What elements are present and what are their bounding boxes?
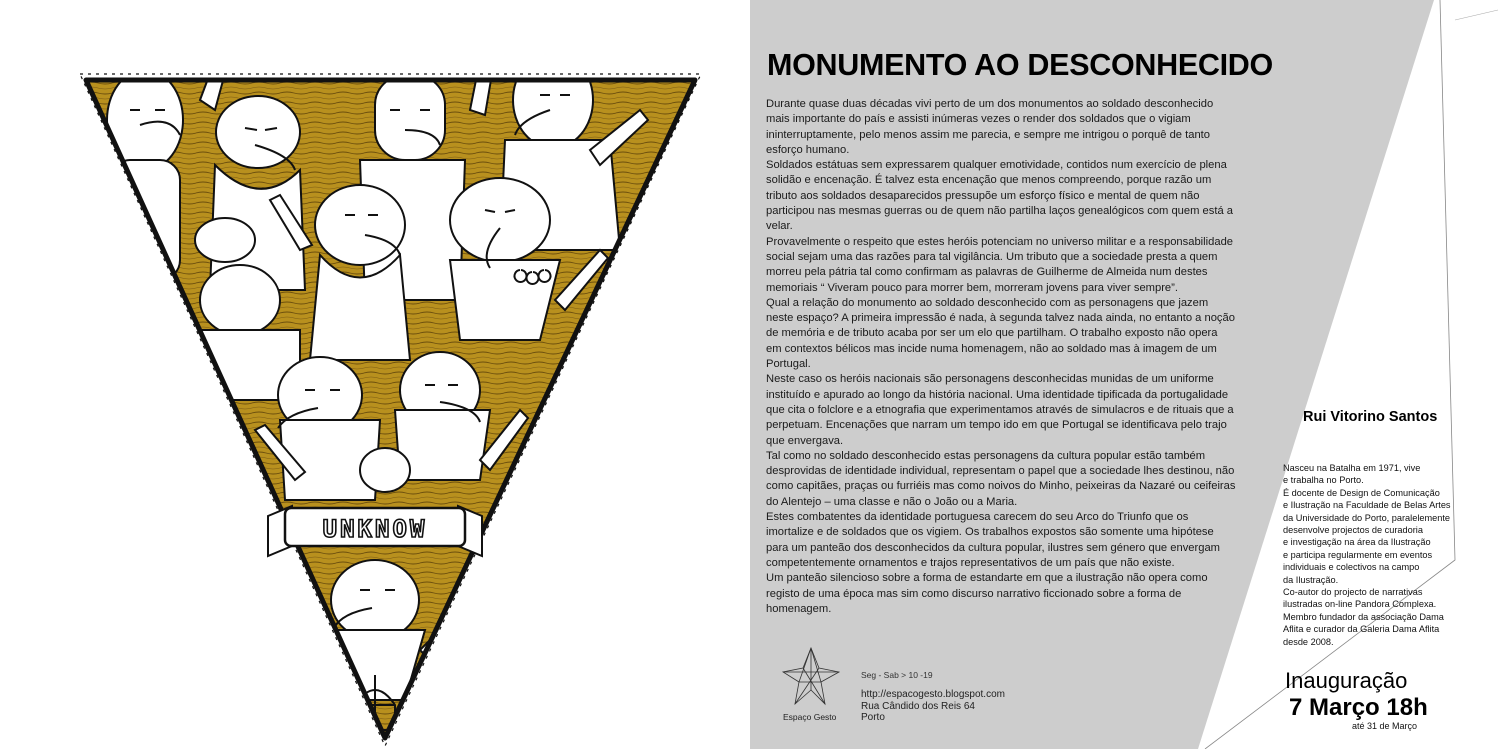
paragraph: Qual a relação do monumento ao soldado desconhecido com as personagens que jazem neste espaço? A primeira impressão é nada, à segunda talvez nada ainda, no entanto a noção de memória e de tributo acaba por ser um elo que partilham. O trabalho exposto não opera em contextos bélicos mas incide numa homenagem, não ao soldado mas à imagem de um Portugal. bbox=[766, 296, 1235, 371]
venue-website-link[interactable]: http://espacogesto.blogspot.com bbox=[861, 689, 1005, 700]
artwork-page bbox=[0, 0, 750, 749]
bio-line: ilustradas on-line Pandora Complexa. bbox=[1283, 599, 1437, 610]
espaco-gesto-logo-icon bbox=[781, 646, 841, 706]
bio-line: É docente de Design de Comunicação bbox=[1283, 487, 1440, 498]
bio-line: desde 2008. bbox=[1283, 636, 1334, 647]
inauguration-label: Inauguração bbox=[1285, 668, 1408, 693]
text-page bbox=[750, 0, 1500, 749]
banner-text: UNKNOW bbox=[322, 515, 428, 543]
bio-line: e Ilustração na Faculdade de Belas Artes bbox=[1283, 500, 1451, 511]
venue-name: Espaço Gesto bbox=[783, 712, 837, 722]
pennant-illustration bbox=[0, 0, 750, 749]
bio-line: Membro fundador da associação Dama bbox=[1283, 611, 1444, 622]
paragraph: Neste caso os heróis nacionais são personagens desconhecidas munidas de um uniforme instituído e apurado ao longo da história nacional. Uma identidade tipificada da portugalidade que cita o folclore e a etnografia que experimentamos através de simulacros e de rituais que a perpetuam. Encenações que narram um tempo ido em que Portugal se identificava pelo trajo que envergava. bbox=[766, 373, 1234, 447]
article-title: MONUMENTO AO DESCONHECIDO bbox=[767, 48, 1273, 82]
venue-contact bbox=[861, 689, 1005, 724]
author-name: Rui Vitorino Santos bbox=[1303, 409, 1438, 425]
paragraph: Estes combatentes da identidade portuguesa carecem do seu Arco do Triunfo que os imortalize e de soldados que os vigiem. Os trabalhos expostos são somente uma hipótese para um panteão dos desconhecidos da cultura popular, ilustres sem género que envergam competentemente ornamentos e trajos representativos de um país que não existe. bbox=[766, 511, 1220, 569]
bio-line: Aflita e curador da Galeria Dama Aflita bbox=[1283, 624, 1440, 635]
bio-line: Nasceu na Batalha em 1971, vive bbox=[1283, 463, 1421, 473]
author-bio bbox=[1283, 462, 1483, 648]
venue-city: Porto bbox=[861, 712, 885, 724]
bio-line: individuais e colectivos na campo bbox=[1283, 562, 1420, 573]
paragraph: Provavelmente o respeito que estes heróis potenciam no universo militar e a responsabilidade social sejam uma das razões para tal vigilância. Um tributo que a sociedade presta a quem morreu pela pátria tal como confirmam as palavras de Guilherme de Almeida num destes memoriais “ Viveram pouco para morrer bem, morreram jovens para viver sempre”. bbox=[766, 235, 1234, 294]
bio-line: e trabalha no Porto. bbox=[1283, 475, 1364, 486]
exhibition-end-date: até 31 de Março bbox=[1352, 721, 1418, 731]
opening-hours: Seg - Sab > 10 -19 bbox=[861, 670, 933, 680]
fold-line-top bbox=[1455, 10, 1498, 20]
paragraph: Tal como no soldado desconhecido estas personagens da cultura popular estão também desprovidas de identidade individual, representam o papel que a sociedade lhes destinou, não como capitães, praças ou furriéis mas como noivos do Minho, peixeiras da Nazaré ou ceifeiras do Alentejo – uma classe e não o João ou a Maria. bbox=[766, 449, 1236, 508]
paragraph: Durante quase duas décadas vivi perto de um dos monumentos ao soldado desconhecido mais importante do país e assisti inúmeras vezes o render dos soldados que o vigiam ininterruptamente, pelo menos assim me parecia, e sempre me intrigou o porquê de tanto esforço humano. bbox=[766, 98, 1214, 156]
venue-address: Rua Cândido dos Reis 64 bbox=[861, 700, 975, 712]
bio-line: e investigação na área da Ilustração bbox=[1283, 537, 1431, 548]
bio-line: da Ilustração. bbox=[1283, 574, 1339, 585]
paragraph: Soldados estátuas sem expressarem qualquer emotividade, contidos num exercício de plena solidão e encenação. É talvez esta encenação que menos compreendo, porque razão um tributo aos soldados desaparecidos pressupõe um esforço físico e mental de quem não participou nas mesmas guerras ou de quem não partilha laços genealógicos com quem está a velar. bbox=[766, 159, 1234, 233]
bio-line: desenvolve projectos de curadoria bbox=[1283, 525, 1423, 536]
paragraph: Um panteão silencioso sobre a forma de estandarte em que a ilustração não opera como registo de uma época mas sim como discurso narrativo ficcionado sobre a forma de homenagem. bbox=[766, 572, 1208, 615]
bio-line: Co-autor do projecto de narrativas bbox=[1283, 587, 1423, 598]
bio-line: da Universidade do Porto, paralelemente bbox=[1283, 512, 1451, 523]
bio-line: e participa regularmente em eventos bbox=[1283, 549, 1433, 560]
inauguration-date: 7 Março 18h bbox=[1289, 694, 1428, 721]
article-body bbox=[766, 97, 1236, 617]
